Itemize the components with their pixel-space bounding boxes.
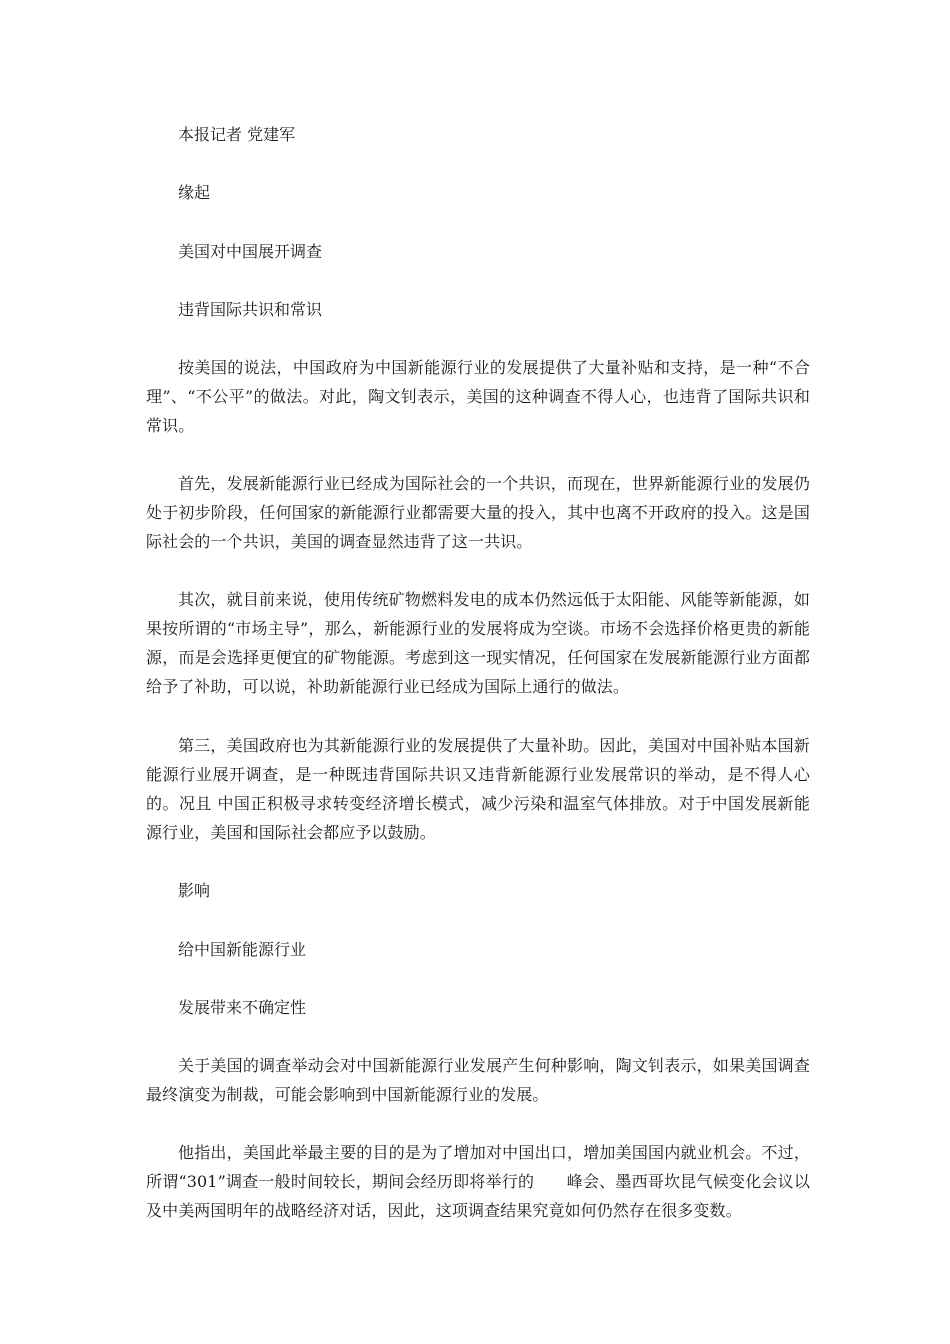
body-paragraph: 第三，美国政府也为其新能源行业的发展提供了大量补助。因此，美国对中国补贴本国新能源行业展开调查，是一种既违背国际共识又违背新能源行业发展常识的举动，是不得人心的。况且 中国正积极寻求转变经济增长模式，减少污染和温室气体排放。对于中国发展新能源行业，美国和国际社会都应予以鼓励。: [146, 736, 810, 842]
body-paragraph: 其次，就目前来说，使用传统矿物燃料发电的成本仍然远低于太阳能、风能等新能源，如果按所谓的“市场主导”，那么，新能源行业的发展将成为空谈。市场不会选择价格更贵的新能源，而是会选择更便宜的矿物能源。考虑到这一现实情况，任何国家在发展新能源行业方面都给予了补助，可以说，补助新能源行业已经成为国际上通行的做法。: [146, 590, 810, 696]
body-paragraph: 他指出，美国此举最主要的目的是为了增加对中国出口，增加美国国内就业机会。不过，所谓“301”调查一般时间较长，期间会经历即将举行的 峰会、墨西哥坎昆气候变化会议以及中美两国明年的战略经济对话，因此，这项调查结果究竟如何仍然存在很多变数。: [146, 1143, 810, 1220]
section-heading: 缘起: [178, 183, 211, 202]
body-paragraph: 关于美国的调查举动会对中国新能源行业发展产生何种影响，陶文钊表示，如果美国调查最终演变为制裁，可能会影响到中国新能源行业的发展。: [146, 1056, 810, 1104]
section-heading: 影响: [178, 881, 211, 900]
section-subheading: 发展带来不确定性: [178, 998, 307, 1017]
section-subheading: 美国对中国展开调查: [178, 242, 323, 261]
byline: 本报记者 党建军: [178, 125, 296, 144]
section-subheading: 违背国际共识和常识: [178, 300, 323, 319]
body-paragraph: 按美国的说法，中国政府为中国新能源行业的发展提供了大量补贴和支持，是一种“不合理”、“不公平”的做法。对此，陶文钊表示，美国的这种调查不得人心，也违背了国际共识和常识。: [146, 358, 810, 435]
body-paragraph: 首先，发展新能源行业已经成为国际社会的一个共识，而现在，世界新能源行业的发展仍处于初步阶段，任何国家的新能源行业都需要大量的投入，其中也离不开政府的投入。这是国际社会的一个共识，美国的调查显然违背了这一共识。: [146, 474, 810, 551]
section-subheading: 给中国新能源行业: [178, 940, 307, 959]
